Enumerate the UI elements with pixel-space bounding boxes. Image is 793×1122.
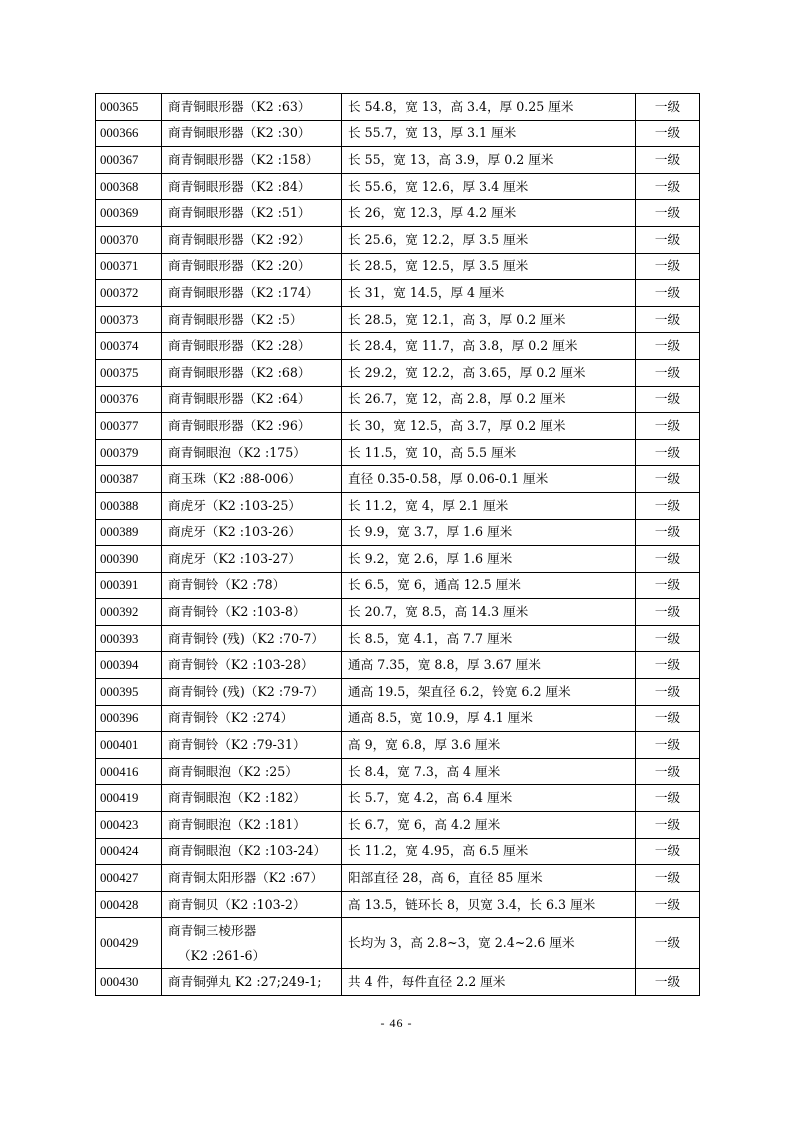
- artifact-name: 商青铜弹丸 K2 :27;249-1;: [162, 969, 342, 996]
- artifact-grade: 一级: [636, 359, 700, 386]
- artifact-grade: 一级: [636, 333, 700, 360]
- catalog-number: 000396: [96, 705, 162, 732]
- artifact-grade: 一级: [636, 625, 700, 652]
- artifact-dimensions: 长 26，宽 12.3，厚 4.2 厘米: [342, 200, 636, 227]
- artifact-name: 商青铜眼形器（K2 :20）: [162, 253, 342, 280]
- table-row: [96, 439, 700, 466]
- artifact-name: 商青铜铃 (残)（K2 :70-7）: [162, 625, 342, 652]
- table-row: [96, 572, 700, 599]
- artifact-dimensions: 长 11.2，宽 4，厚 2.1 厘米: [342, 492, 636, 519]
- table-row: [96, 969, 700, 996]
- artifact-grade: 一级: [636, 679, 700, 706]
- artifact-name: 商青铜眼形器（K2 :174）: [162, 280, 342, 307]
- artifact-dimensions: 长 28.4，宽 11.7，高 3.8，厚 0.2 厘米: [342, 333, 636, 360]
- catalog-number: 000376: [96, 386, 162, 413]
- catalog-number: 000388: [96, 492, 162, 519]
- artifact-name-line1: 商青铜三棱形器: [168, 923, 257, 939]
- table-row: [96, 838, 700, 865]
- catalog-number: 000428: [96, 891, 162, 918]
- table-row: [96, 812, 700, 839]
- artifact-dimensions: 长 28.5，宽 12.1，高 3，厚 0.2 厘米: [342, 306, 636, 333]
- artifact-grade: 一级: [636, 492, 700, 519]
- artifact-name: 商青铜眼泡（K2 :182）: [162, 785, 342, 812]
- artifact-dimensions: 长 6.5，宽 6，通高 12.5 厘米: [342, 572, 636, 599]
- table-row: [96, 918, 700, 969]
- artifact-name: 商青铜铃（K2 :79-31）: [162, 732, 342, 759]
- catalog-number: 000391: [96, 572, 162, 599]
- artifact-dimensions: 长 9.2，宽 2.6，厚 1.6 厘米: [342, 546, 636, 573]
- artifact-grade: 一级: [636, 466, 700, 493]
- catalog-number: 000416: [96, 758, 162, 785]
- table-row: [96, 173, 700, 200]
- artifact-name: 商虎牙（K2 :103-25）: [162, 492, 342, 519]
- artifact-grade: 一级: [636, 918, 700, 969]
- artifact-grade: 一级: [636, 838, 700, 865]
- artifact-name: 商青铜眼形器（K2 :30）: [162, 120, 342, 147]
- artifact-name: 商青铜眼形器（K2 :158）: [162, 147, 342, 174]
- artifact-dimensions: 长 28.5，宽 12.5，厚 3.5 厘米: [342, 253, 636, 280]
- artifact-dimensions: 长 55.6，宽 12.6，厚 3.4 厘米: [342, 173, 636, 200]
- artifact-dimensions: 长 8.5，宽 4.1，高 7.7 厘米: [342, 625, 636, 652]
- artifact-grade: 一级: [636, 253, 700, 280]
- artifact-name: 商青铜眼形器（K2 :96）: [162, 413, 342, 440]
- catalog-number: 000365: [96, 94, 162, 121]
- catalog-number: 000429: [96, 918, 162, 969]
- artifact-dimensions: 长 8.4，宽 7.3，高 4 厘米: [342, 758, 636, 785]
- artifact-grade: 一级: [636, 969, 700, 996]
- artifact-grade: 一级: [636, 599, 700, 626]
- artifact-dimensions: 长 30，宽 12.5，高 3.7，厚 0.2 厘米: [342, 413, 636, 440]
- artifact-grade: 一级: [636, 865, 700, 892]
- artifact-name-line2: （K2 :261-6）: [178, 948, 266, 964]
- artifact-grade: 一级: [636, 413, 700, 440]
- artifact-name: 商青铜眼形器（K2 :5）: [162, 306, 342, 333]
- artifact-dimensions: 长 55，宽 13，高 3.9，厚 0.2 厘米: [342, 147, 636, 174]
- table-row: [96, 891, 700, 918]
- catalog-body: [96, 94, 700, 996]
- table-row: [96, 652, 700, 679]
- artifact-name: 商青铜眼形器（K2 :68）: [162, 359, 342, 386]
- artifact-name: 商青铜眼形器（K2 :92）: [162, 226, 342, 253]
- table-row: [96, 333, 700, 360]
- artifact-name: 商虎牙（K2 :103-27）: [162, 546, 342, 573]
- catalog-number: 000393: [96, 625, 162, 652]
- artifact-grade: 一级: [636, 306, 700, 333]
- artifact-name: 商青铜眼泡（K2 :181）: [162, 812, 342, 839]
- artifact-name: 商青铜铃（K2 :274）: [162, 705, 342, 732]
- table-row: [96, 386, 700, 413]
- artifact-grade: 一级: [636, 147, 700, 174]
- artifact-grade: 一级: [636, 519, 700, 546]
- artifact-dimensions: 通高 19.5，架直径 6.2，铃宽 6.2 厘米: [342, 679, 636, 706]
- artifact-dimensions: 长 9.9，宽 3.7，厚 1.6 厘米: [342, 519, 636, 546]
- catalog-number: 000367: [96, 147, 162, 174]
- catalog-number: 000370: [96, 226, 162, 253]
- artifact-dimensions: 阳部直径 28，高 6，直径 85 厘米: [342, 865, 636, 892]
- table-row: [96, 599, 700, 626]
- artifact-dimensions: 长 6.7，宽 6，高 4.2 厘米: [342, 812, 636, 839]
- table-row: [96, 253, 700, 280]
- catalog-number: 000375: [96, 359, 162, 386]
- page-number: - 46 -: [380, 1016, 413, 1030]
- artifact-grade: 一级: [636, 758, 700, 785]
- artifact-dimensions: 共 4 件，每件直径 2.2 厘米: [342, 969, 636, 996]
- catalog-number: 000424: [96, 838, 162, 865]
- artifact-name: 商青铜铃 (残)（K2 :79-7）: [162, 679, 342, 706]
- table-row: [96, 466, 700, 493]
- catalog-number: 000368: [96, 173, 162, 200]
- catalog-number: 000379: [96, 439, 162, 466]
- catalog-number: 000401: [96, 732, 162, 759]
- artifact-dimensions: 长 55.7，宽 13，厚 3.1 厘米: [342, 120, 636, 147]
- artifact-grade: 一级: [636, 546, 700, 573]
- artifact-dimensions: 长 25.6，宽 12.2，厚 3.5 厘米: [342, 226, 636, 253]
- table-row: [96, 865, 700, 892]
- table-row: [96, 359, 700, 386]
- table-row: [96, 280, 700, 307]
- artifact-dimensions: 高 9，宽 6.8，厚 3.6 厘米: [342, 732, 636, 759]
- catalog-number: 000394: [96, 652, 162, 679]
- artifact-name: 商青铜眼形器（K2 :63）: [162, 94, 342, 121]
- artifact-name: 商青铜眼形器（K2 :51）: [162, 200, 342, 227]
- artifact-grade: 一级: [636, 226, 700, 253]
- catalog-number: 000427: [96, 865, 162, 892]
- artifact-grade: 一级: [636, 386, 700, 413]
- table-row: [96, 94, 700, 121]
- catalog-number: 000430: [96, 969, 162, 996]
- artifact-name: 商青铜贝（K2 :103-2）: [162, 891, 342, 918]
- catalog-number: 000374: [96, 333, 162, 360]
- table-row: [96, 705, 700, 732]
- catalog-number: 000371: [96, 253, 162, 280]
- artifact-dimensions: 长 29.2，宽 12.2，高 3.65，厚 0.2 厘米: [342, 359, 636, 386]
- catalog-number: 000389: [96, 519, 162, 546]
- artifact-name: 商青铜眼泡（K2 :103-24）: [162, 838, 342, 865]
- artifact-dimensions: 长 26.7，宽 12，高 2.8，厚 0.2 厘米: [342, 386, 636, 413]
- catalog-table: [95, 93, 700, 996]
- artifact-grade: 一级: [636, 200, 700, 227]
- artifact-dimensions: 长 11.5，宽 10，高 5.5 厘米: [342, 439, 636, 466]
- catalog-number: 000387: [96, 466, 162, 493]
- artifact-name: 商青铜太阳形器（K2 :67）: [162, 865, 342, 892]
- catalog-number: 000372: [96, 280, 162, 307]
- artifact-dimensions: 长 54.8，宽 13，高 3.4，厚 0.25 厘米: [342, 94, 636, 121]
- table-row: [96, 785, 700, 812]
- artifact-grade: 一级: [636, 439, 700, 466]
- artifact-name: 商青铜眼泡（K2 :175）: [162, 439, 342, 466]
- table-row: [96, 226, 700, 253]
- artifact-dimensions: 通高 8.5，宽 10.9，厚 4.1 厘米: [342, 705, 636, 732]
- catalog-number: 000395: [96, 679, 162, 706]
- artifact-name: 商玉珠（K2 :88-006）: [162, 466, 342, 493]
- catalog-number: 000377: [96, 413, 162, 440]
- catalog-number: 000369: [96, 200, 162, 227]
- catalog-number: 000390: [96, 546, 162, 573]
- table-row: [96, 120, 700, 147]
- artifact-grade: 一级: [636, 705, 700, 732]
- table-row: [96, 758, 700, 785]
- artifact-grade: 一级: [636, 891, 700, 918]
- artifact-dimensions: 通高 7.35，宽 8.8，厚 3.67 厘米: [342, 652, 636, 679]
- table-row: [96, 200, 700, 227]
- artifact-name: [162, 918, 342, 969]
- artifact-name: 商青铜铃（K2 :78）: [162, 572, 342, 599]
- artifact-dimensions: 高 13.5，链环长 8，贝宽 3.4，长 6.3 厘米: [342, 891, 636, 918]
- artifact-dimensions: 长 20.7，宽 8.5，高 14.3 厘米: [342, 599, 636, 626]
- artifact-dimensions: 长 31，宽 14.5，厚 4 厘米: [342, 280, 636, 307]
- artifact-name: 商青铜眼形器（K2 :84）: [162, 173, 342, 200]
- table-row: [96, 546, 700, 573]
- artifact-grade: 一级: [636, 94, 700, 121]
- table-row: [96, 625, 700, 652]
- artifact-name: 商青铜铃（K2 :103-8）: [162, 599, 342, 626]
- artifact-name: 商虎牙（K2 :103-26）: [162, 519, 342, 546]
- artifact-name: 商青铜眼形器（K2 :64）: [162, 386, 342, 413]
- artifact-dimensions: 长均为 3，高 2.8~3，宽 2.4~2.6 厘米: [342, 918, 636, 969]
- artifact-dimensions: 直径 0.35-0.58，厚 0.06-0.1 厘米: [342, 466, 636, 493]
- artifact-name: 商青铜眼形器（K2 :28）: [162, 333, 342, 360]
- artifact-dimensions: 长 5.7，宽 4.2，高 6.4 厘米: [342, 785, 636, 812]
- artifact-name: 商青铜眼泡（K2 :25）: [162, 758, 342, 785]
- artifact-grade: 一级: [636, 572, 700, 599]
- artifact-dimensions: 长 11.2，宽 4.95，高 6.5 厘米: [342, 838, 636, 865]
- artifact-grade: 一级: [636, 120, 700, 147]
- artifact-grade: 一级: [636, 812, 700, 839]
- artifact-grade: 一级: [636, 652, 700, 679]
- catalog-number: 000366: [96, 120, 162, 147]
- table-row: [96, 306, 700, 333]
- artifact-grade: 一级: [636, 785, 700, 812]
- catalog-number: 000392: [96, 599, 162, 626]
- artifact-grade: 一级: [636, 280, 700, 307]
- table-row: [96, 492, 700, 519]
- table-row: [96, 679, 700, 706]
- catalog-number: 000419: [96, 785, 162, 812]
- catalog-number: 000423: [96, 812, 162, 839]
- table-row: [96, 732, 700, 759]
- table-row: [96, 519, 700, 546]
- artifact-grade: 一级: [636, 173, 700, 200]
- artifact-grade: 一级: [636, 732, 700, 759]
- table-row: [96, 147, 700, 174]
- table-row: [96, 413, 700, 440]
- artifact-name: 商青铜铃（K2 :103-28）: [162, 652, 342, 679]
- catalog-number: 000373: [96, 306, 162, 333]
